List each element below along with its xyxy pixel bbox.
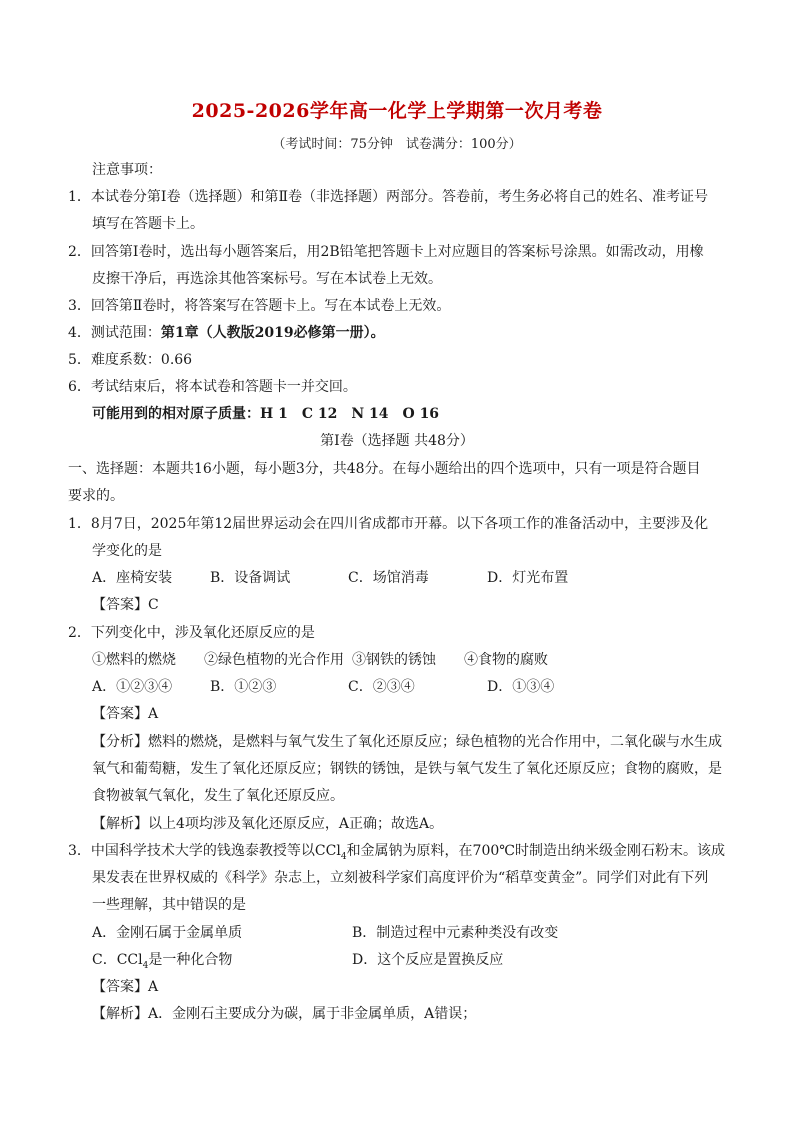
question-text: 8月7日，2025年第12届世界运动会在四川省成都市开幕。以下各项工作的准备活动中，主要涉及化 xyxy=(90,516,709,532)
question-2-analysis-cont: 氧气和葡萄糖，发生了氧化还原反应；钢铁的锈蚀，是铁与氧气发生了氧化还原反应；食物的腐败，是 xyxy=(92,761,722,777)
question-2-option-d: D．①③④ xyxy=(487,679,555,695)
notice-item-3 xyxy=(68,297,450,315)
question-1-option-a: A．座椅安装 xyxy=(92,570,173,586)
question-num: 1． xyxy=(68,516,91,532)
notice-num: 3． xyxy=(68,298,91,314)
question-3-stem-cont: 果发表在世界权威的《科学》杂志上，立刻被科学家们高度评价为“稻草变黄金”。同学们对此有下列 xyxy=(92,870,709,886)
question-1-option-b: B．设备调试 xyxy=(210,570,291,586)
question-3-stem-cont: 一些理解，其中错误的是 xyxy=(92,897,246,913)
notice-num: 4． xyxy=(68,325,91,341)
question-2-item-1: ①燃料的燃烧 xyxy=(92,652,176,668)
notice-num: 1． xyxy=(68,189,91,205)
question-1-stem-cont: 学变化的是 xyxy=(92,543,162,559)
notice-text: 难度系数：0.66 xyxy=(90,352,193,368)
notice-num: 5． xyxy=(68,352,91,368)
question-1-option-c: C．场馆消毒 xyxy=(348,570,429,586)
question-3-explanation: 【解析】A．金刚石主要成分为碳，属于非金属单质，A错误； xyxy=(92,1006,477,1022)
question-2-item-2: ②绿色植物的光合作用 xyxy=(204,652,344,668)
notice-scope: 第1章（人教版2019必修第一册）。 xyxy=(160,325,385,341)
question-text: 中国科学技术大学的钱逸泰教授等以CCl xyxy=(90,843,341,859)
question-3-option-a: A．金刚石属于金属单质 xyxy=(92,925,243,941)
notice-item-5 xyxy=(68,351,192,369)
section-intro: 一、选择题：本题共16小题，每小题3分，共48分。在每小题给出的四个选项中，只有一项是符合题目 xyxy=(68,461,701,477)
page-title: 2025-2026学年高一化学上学期第一次月考卷 xyxy=(191,100,603,122)
notice-text: 回答第Ⅱ卷时，将答案写在答题卡上。写在本试卷上无效。 xyxy=(90,298,451,314)
notice-item-1-cont: 填写在答题卡上。 xyxy=(92,216,204,232)
subscript: 4 xyxy=(340,851,347,862)
notice-item-1 xyxy=(68,188,708,206)
notice-item-6 xyxy=(68,378,357,396)
question-num: 3． xyxy=(68,843,91,859)
notice-text: 考试结束后，将本试卷和答题卡一并交回。 xyxy=(90,379,357,395)
subscript: 4 xyxy=(142,960,149,971)
question-text: 下列变化中，涉及氧化还原反应的是 xyxy=(90,625,315,641)
notice-item-2 xyxy=(68,243,704,261)
question-1-answer: 【答案】C xyxy=(92,597,159,613)
question-text: 和金属钠为原料，在700℃时制造出纳米级金刚石粉末。该成 xyxy=(346,843,725,859)
notice-text: 回答第Ⅰ卷时，选出每小题答案后，用2B铅笔把答题卡上对应题目的答案标号涂黑。如需改动，用橡 xyxy=(90,244,704,260)
question-num: 2． xyxy=(68,625,91,641)
question-2-option-a: A．①②③④ xyxy=(92,679,173,695)
question-2-option-b: B．①②③ xyxy=(210,679,277,695)
option-text: C．CCl xyxy=(92,952,143,968)
question-2-analysis: 【分析】燃料的燃烧，是燃料与氧气发生了氧化还原反应；绿色植物的光合作用中，二氧化碳与水生成 xyxy=(92,734,722,750)
notice-item-2-cont: 皮擦干净后，再选涂其他答案标号。写在本试卷上无效。 xyxy=(92,271,442,287)
question-2-analysis-cont: 食物被氧气氧化，发生了氧化还原反应。 xyxy=(92,788,344,804)
atomic-mass-line: 可能用到的相对原子质量：H 1 C 12 N 14 O 16 xyxy=(92,406,440,422)
question-3-option-d: D．这个反应是置换反应 xyxy=(352,952,504,968)
notice-text: 测试范围： xyxy=(90,325,161,341)
section-intro-cont: 要求的。 xyxy=(68,488,124,504)
notice-num: 2． xyxy=(68,244,91,260)
notice-item-4 xyxy=(68,324,385,342)
section-title: 第Ⅰ卷（选择题 共48分） xyxy=(320,433,474,449)
question-2-explanation: 【解析】以上4项均涉及氧化还原反应，A正确；故选A。 xyxy=(92,816,444,832)
question-2-item-4: ④食物的腐败 xyxy=(464,652,548,668)
question-1-option-d: D．灯光布置 xyxy=(487,570,569,586)
question-2-item-3: ③钢铁的锈蚀 xyxy=(352,652,436,668)
page-subtitle: （考试时间：75分钟 试卷满分：100分） xyxy=(272,137,522,152)
question-3-stem xyxy=(68,842,725,860)
question-2-stem xyxy=(68,624,315,642)
question-3-option-b: B．制造过程中元素种类没有改变 xyxy=(352,925,559,941)
question-2-answer: 【答案】A xyxy=(92,706,159,722)
question-2-option-c: C．②③④ xyxy=(348,679,415,695)
notice-heading: 注意事项： xyxy=(92,162,162,178)
notice-num: 6． xyxy=(68,379,91,395)
question-1-stem xyxy=(68,515,708,533)
question-3-option-c xyxy=(92,951,232,969)
notice-text: 本试卷分第Ⅰ卷（选择题）和第Ⅱ卷（非选择题）两部分。答卷前，考生务必将自己的姓名、准考证号 xyxy=(90,189,708,205)
question-3-answer: 【答案】A xyxy=(92,979,159,995)
option-text: 是一种化合物 xyxy=(148,952,233,968)
